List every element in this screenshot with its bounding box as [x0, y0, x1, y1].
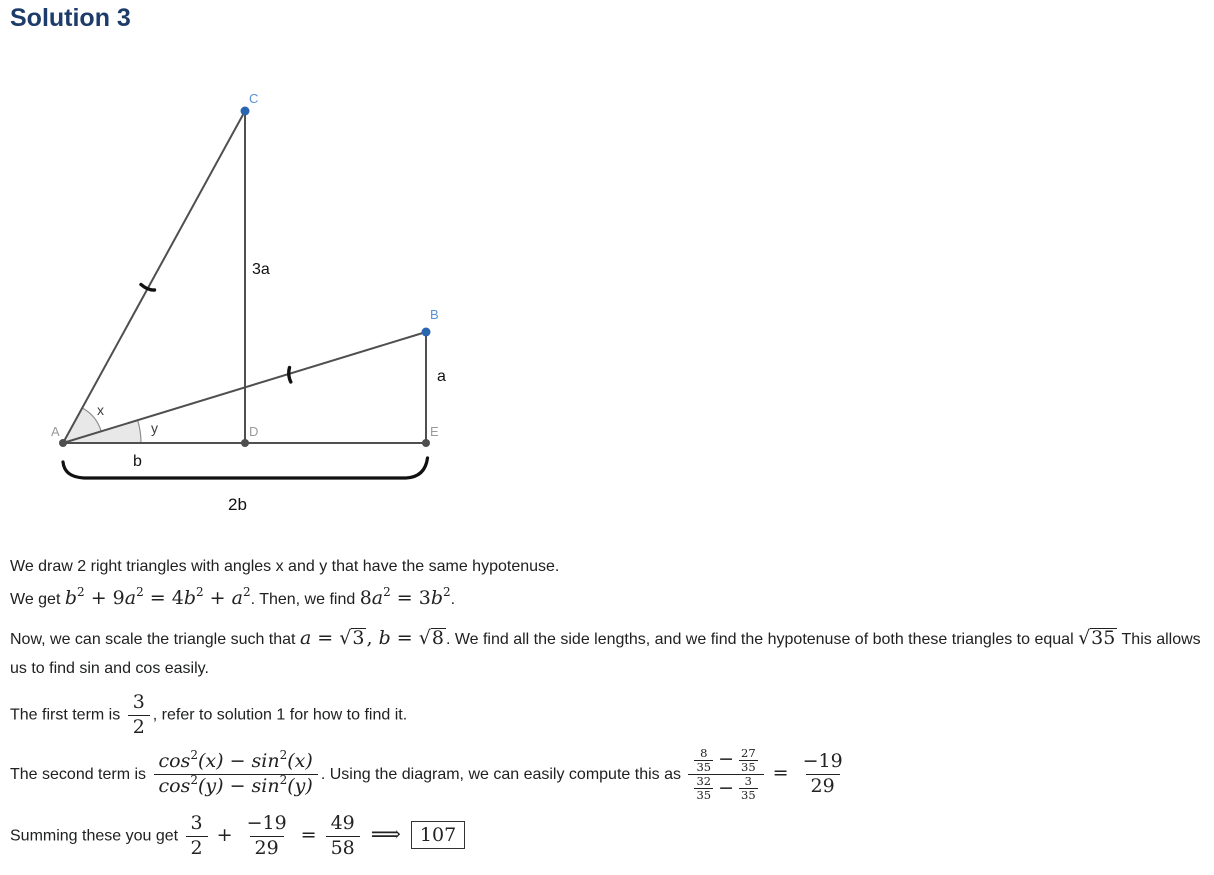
equals-sign: = — [300, 823, 317, 846]
point-label-c: C — [249, 91, 259, 106]
fraction-denominator: 29 — [250, 836, 284, 861]
fraction-numerator — [154, 747, 318, 774]
point-dot-d — [241, 439, 249, 447]
fraction-8-35 — [694, 747, 713, 774]
fraction-denominator: 29 — [806, 774, 840, 799]
math-token: cos — [158, 774, 191, 797]
side-label-a: a — [437, 368, 446, 385]
text-run: We draw 2 right triangles with angles x and y that have the same hypotenuse. — [10, 558, 560, 575]
fraction-denominator — [688, 774, 763, 802]
text-run: . — [450, 591, 456, 608]
minus-sign: − — [718, 776, 734, 799]
side-label-2b: 2b — [228, 495, 247, 514]
radicand: 35 — [1091, 627, 1116, 649]
math-token: a — [299, 627, 312, 649]
paragraph-second-term — [10, 747, 1202, 803]
radicand: 3 — [352, 627, 365, 649]
math-token: 2 — [279, 772, 288, 787]
math-token: 2 — [136, 584, 144, 599]
math-token: cos — [158, 750, 191, 773]
point-label-b: B — [430, 307, 439, 322]
side-label-3a: 3a — [252, 261, 270, 278]
fraction-denominator — [154, 774, 318, 799]
text-run: . Using the diagram, we can easily compute this as — [320, 765, 686, 783]
point-dot-c — [241, 107, 250, 116]
math-token: 2 — [77, 584, 85, 599]
equation-scale-values — [300, 627, 446, 649]
point-label-e: E — [430, 424, 439, 439]
equals-sign: = — [772, 761, 789, 784]
fraction-numerator: 3 — [190, 812, 203, 835]
tick-mark-ab — [289, 368, 291, 383]
base-brace — [63, 458, 428, 478]
radicand: 8 — [431, 627, 444, 649]
fraction-result — [798, 750, 848, 799]
angle-label-x: x — [97, 402, 104, 418]
fraction-numerator: 3 — [132, 691, 145, 713]
math-token: + — [203, 587, 232, 609]
math-token: 2 — [242, 584, 251, 599]
math-token: (y) — [287, 774, 313, 797]
fraction-denominator: 35 — [741, 759, 756, 774]
fraction-3-35 — [739, 775, 758, 802]
text-run: This allows us to find sin and cos easily. — [10, 631, 1201, 677]
text-run: , refer to solution 1 for how to find it. — [152, 706, 408, 724]
equation-8a2-3b2 — [359, 584, 451, 609]
fraction-numerator: 49 — [330, 812, 355, 835]
text-run: Now, we can scale the triangle such that — [10, 631, 300, 648]
fraction-32-35 — [694, 775, 713, 802]
point-label-d: D — [249, 424, 259, 439]
math-token: 2 — [443, 584, 451, 599]
fraction-denominator: 2 — [186, 836, 208, 861]
sqrt-8 — [419, 627, 446, 649]
math-token: a — [231, 587, 243, 609]
side-label-b: b — [133, 453, 142, 470]
fraction-denominator: 35 — [696, 759, 712, 774]
fraction-27-35 — [739, 747, 758, 774]
math-token: a — [371, 587, 384, 609]
answer-box: 107 — [411, 821, 465, 849]
math-token: 2 — [279, 747, 288, 762]
point-dot-e — [422, 439, 430, 447]
math-token: = — [311, 627, 340, 649]
solution-text — [10, 556, 1202, 861]
segment-ac — [63, 111, 245, 443]
math-token: b — [64, 587, 78, 609]
math-token: = 3 — [390, 587, 431, 609]
text-run: The first term is — [10, 706, 125, 724]
equation-pythagorean — [64, 584, 251, 609]
math-token: 2 — [383, 584, 391, 599]
minus-sign: − — [718, 748, 734, 771]
fraction-numerator: 27 — [741, 745, 756, 760]
fraction-numerator: −19 — [802, 750, 843, 773]
paragraph-equations — [10, 584, 1202, 611]
fraction-numerator: 32 — [696, 773, 712, 788]
triangle-diagram — [38, 78, 490, 528]
math-token: = — [390, 627, 419, 649]
math-token: 2 — [190, 772, 198, 787]
paragraph-scaling — [10, 624, 1202, 683]
fraction-three-halves — [186, 812, 208, 861]
fraction-denominator: 2 — [128, 715, 150, 740]
plus-sign: + — [216, 823, 233, 846]
text-run: We get — [10, 591, 65, 608]
paragraph-first-term — [10, 691, 1202, 740]
fraction-denominator: 35 — [741, 788, 756, 803]
fraction-computed — [688, 747, 763, 803]
fraction-cos-sin — [154, 747, 318, 799]
fraction-numerator: 3 — [744, 773, 752, 788]
diagram-canvas — [38, 78, 490, 528]
math-token: b — [378, 627, 391, 649]
math-token: + 9 — [84, 587, 125, 609]
math-token: b — [183, 587, 196, 609]
math-token: , — [366, 627, 379, 649]
fraction-numerator — [688, 747, 763, 774]
math-token: 8 — [359, 587, 372, 609]
implies-arrow: ⟹ — [370, 821, 401, 846]
math-token: (x) — [287, 750, 313, 773]
math-token: = 4 — [143, 587, 184, 609]
radical-sign: √ — [1078, 627, 1091, 649]
point-dot-a — [59, 439, 67, 447]
math-token: 2 — [195, 584, 204, 599]
sqrt-3 — [339, 627, 366, 649]
radical-sign: √ — [418, 627, 431, 649]
text-run: . We find all the side lengths, and we find the hypotenuse of both these triangles to equal — [445, 631, 1079, 648]
sqrt-35 — [1078, 627, 1117, 649]
paragraph-summing — [10, 812, 1202, 861]
fraction-neg19-29 — [242, 812, 292, 861]
fraction-numerator: 8 — [700, 745, 708, 760]
fraction-numerator: −19 — [246, 812, 287, 835]
fraction-denominator: 35 — [696, 788, 712, 803]
paragraph-intro — [10, 556, 1202, 578]
fraction-49-58 — [326, 812, 360, 861]
math-token: (x) − sin — [198, 750, 280, 773]
point-label-a: A — [51, 424, 60, 439]
text-run: Summing these you get — [10, 827, 183, 845]
page-title: Solution 3 — [10, 4, 131, 32]
math-token: b — [430, 587, 444, 609]
point-dot-b — [422, 328, 431, 337]
radical-sign: √ — [339, 627, 352, 649]
fraction-three-halves — [128, 691, 150, 740]
math-token: (y) − sin — [197, 774, 280, 797]
text-run: . Then, we find — [250, 591, 360, 608]
math-token: 2 — [190, 747, 198, 762]
math-token: a — [124, 587, 137, 609]
fraction-denominator: 58 — [326, 836, 360, 861]
tick-mark-ac — [141, 285, 155, 291]
text-run: The second term is — [10, 765, 151, 783]
angle-label-y: y — [151, 420, 158, 436]
